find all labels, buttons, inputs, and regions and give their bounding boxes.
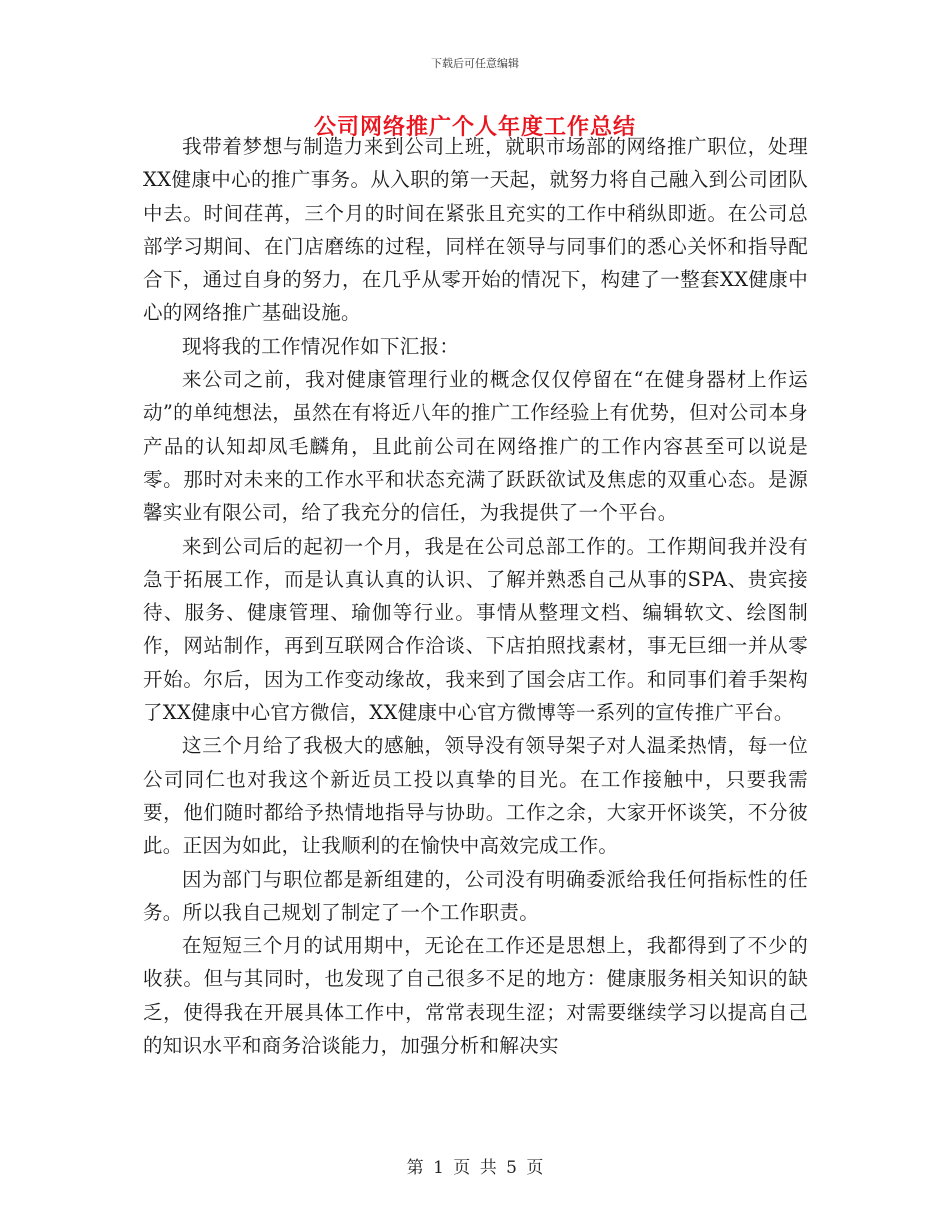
paragraph-report-lead: 现将我的工作情况作如下汇报： xyxy=(182,334,460,358)
paragraph-intro: 我带着梦想与制造力来到公司上班，就职市场部的网络推广职位，处理XX健康中心的推广事务。从入职的第一天起，就努力将自己融入到公司团队中去。时间荏苒，三个月的时间在紧张且充实的工作中稍纵即逝。在公司总部学习期间、在门店磨练的过程，同样在领导与同事们的悉心关怀和指导配合下，通过自身的努力，在几乎从零开始的情况下，构建了一整套XX健康中心的网络推广基础设施。 xyxy=(143,135,808,325)
document-body xyxy=(143,130,808,1062)
paragraph-impressions: 这三个月给了我极大的感触，领导没有领导架子对人温柔热情，每一位公司同仁也对我这个新近员工投以真挚的目光。在工作接触中，只要我需要，他们随时都给予热情地指导与协助。工作之余，大家开怀谈笑，不分彼此。正因为如此，让我顺利的在愉快中高效完成工作。 xyxy=(143,734,808,858)
paragraph-first-month: 来到公司后的起初一个月，我是在公司总部工作的。工作期间我并没有急于拓展工作，而是认真认真的认识、了解并熟悉自己从事的SPA、贵宾接待、服务、健康管理、瑜伽等行业。事情从整理文档、编辑软文、绘图制作，网站制作，再到互联网合作洽谈、下店拍照找素材，事无巨细一并从零开始。尔后，因为工作变动缘故，我来到了国会店工作。和同事们着手架构了XX健康中心官方微信，XX健康中心官方微博等一系列的宣传推广平台。 xyxy=(143,534,808,725)
paragraph-gains-shortcomings: 在短短三个月的试用期中，无论在工作还是思想上，我都得到了不少的收获。但与其同时，也发现了自己很多不足的地方：健康服务相关知识的缺乏，使得我在开展具体工作中，常常表现生涩；对需要继续学习以提高自己的知识水平和商务洽谈能力，加强分析和解决实 xyxy=(143,934,808,1058)
page-header-note: 下载后可任意编辑 xyxy=(431,57,519,70)
page-footer-indicator: 第 1 页 共 5 页 xyxy=(406,1158,544,1178)
document-title: 公司网络推广个人年度工作总结 xyxy=(313,114,636,140)
paragraph-responsibilities: 因为部门与职位都是新组建的，公司没有明确委派给我任何指标性的任务。所以我自己规划了制定了一个工作职责。 xyxy=(143,867,808,924)
paragraph-before-joining: 来公司之前，我对健康管理行业的概念仅仅停留在“在健身器材上作运动”的单纯想法，虽然在有将近八年的推广工作经验上有优势，但对公司本身产品的认知却凤毛麟角，且此前公司在网络推广的工作内容甚至可以说是零。那时对未来的工作水平和状态充满了跃跃欲试及焦虑的双重心态。是源馨实业有限公司，给了我充分的信任，为我提供了一个平台。 xyxy=(143,368,808,525)
